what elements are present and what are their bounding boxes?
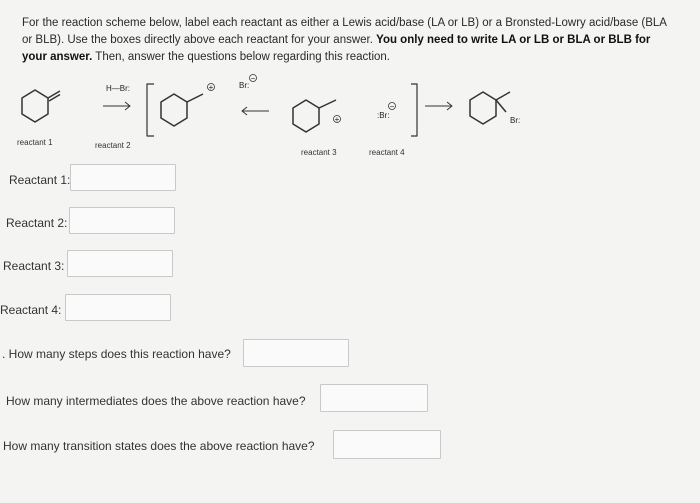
- bromide-anion-label: Br:: [239, 81, 250, 90]
- instructions: [22, 15, 672, 66]
- hbr-label: H—Br:: [106, 84, 130, 93]
- arrow-2: [242, 107, 269, 115]
- arrow-3: [425, 102, 452, 110]
- carbocation-structure: [161, 94, 203, 126]
- reactant-3-question-label: Reactant 3:: [3, 259, 65, 273]
- intermediates-answer-input[interactable]: [320, 384, 428, 412]
- bromide-reactant-4-label: :Br:: [377, 111, 390, 120]
- instructions-bold: You only need to write LA or LB or BLA or BLB for your answer.: [22, 34, 651, 63]
- intermediates-question-label: How many intermediates does the above reaction have?: [6, 394, 306, 408]
- svg-text:+: +: [208, 83, 214, 92]
- svg-text:+: +: [334, 115, 340, 124]
- reactant-4-label: reactant 4: [369, 148, 405, 157]
- plus-charge-icon-2: [334, 115, 341, 124]
- reactant-2-answer-input[interactable]: [69, 207, 175, 234]
- arrow-1: [103, 102, 130, 110]
- steps-question-label: . How many steps does this reaction have?: [2, 347, 231, 361]
- minus-charge-icon: [250, 74, 257, 83]
- reactant-3-label: reactant 3: [301, 148, 337, 157]
- reactant-3-answer-input[interactable]: [67, 250, 173, 277]
- reactant-1-structure: [22, 90, 60, 122]
- product-structure: [470, 92, 510, 124]
- steps-answer-input[interactable]: [243, 339, 349, 367]
- reactant-4-answer-input[interactable]: [65, 294, 171, 321]
- reactant-1-question-label: Reactant 1:: [9, 173, 71, 187]
- bracket-right: [411, 84, 417, 136]
- reactant-4-question-label: Reactant 4:: [0, 303, 62, 317]
- reactant-3-structure: [293, 100, 336, 132]
- minus-charge-icon-2: [389, 102, 396, 111]
- bracket-left: [147, 84, 154, 136]
- product-br-label: Br:: [510, 116, 521, 125]
- svg-text:−: −: [389, 102, 395, 111]
- instructions-text-2: Then, answer the questions below regarding this reaction.: [92, 51, 390, 63]
- transition-states-answer-input[interactable]: [333, 430, 441, 459]
- instructions-text: For the reaction scheme below, label each reactant as either a Lewis acid/base (LA or LB) or a Bronsted-Lowry acid/base (BLA or BLB). Use the boxes directly above each reactant for your answer.: [22, 17, 667, 46]
- plus-charge-icon: [208, 83, 215, 92]
- reactant-2-question-label: Reactant 2:: [6, 216, 68, 230]
- reactant-2-label: reactant 2: [95, 141, 131, 150]
- transition-states-question-label: How many transition states does the above reaction have?: [3, 439, 315, 453]
- reactant-1-label: reactant 1: [17, 138, 53, 147]
- reactant-1-answer-input[interactable]: [70, 164, 176, 191]
- svg-text:−: −: [250, 74, 256, 83]
- reaction-scheme: [0, 70, 700, 170]
